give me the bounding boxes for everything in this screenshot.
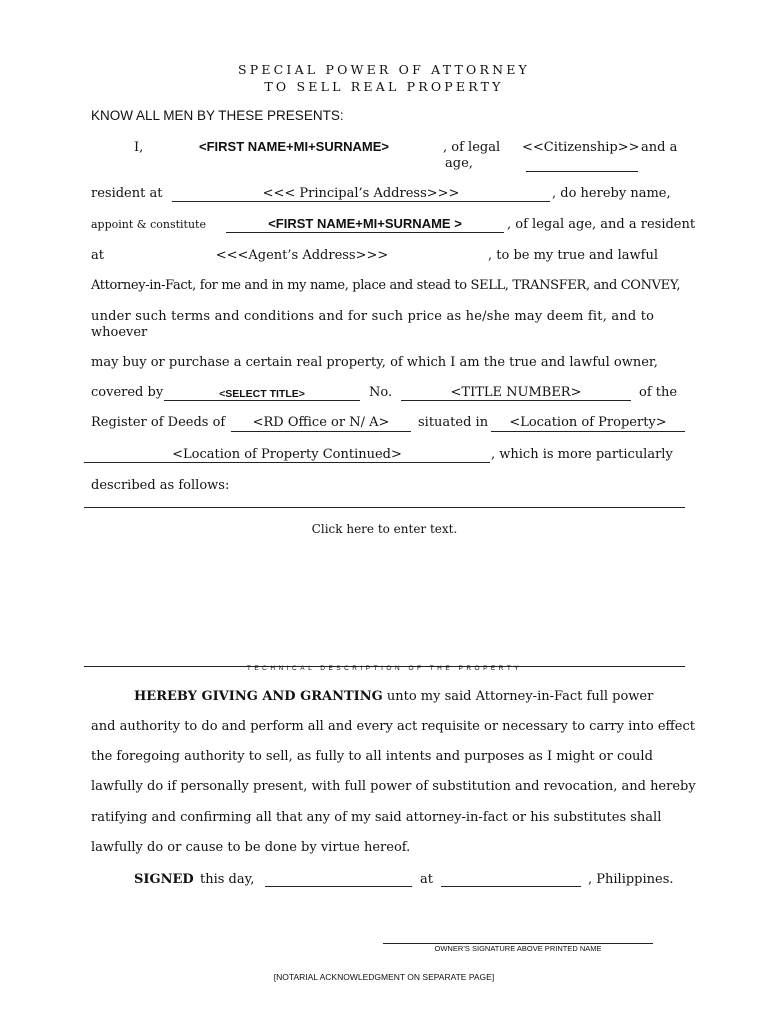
date-field[interactable] [265, 886, 412, 887]
philippines-text: , Philippines. [588, 872, 674, 887]
select-title-dropdown[interactable]: <SELECT TITLE> [219, 388, 305, 400]
this-day-text: this day, [200, 872, 255, 887]
granting-line-5: ratifying and confirming all that any of my said attorney-in-fact or his substitutes shall [91, 810, 662, 825]
age-text: age, [445, 156, 473, 171]
resident-at-label: resident at [91, 186, 163, 201]
pronoun-i: I, [134, 140, 144, 155]
granting-line-4: lawfully do if personally present, with full power of substitution and revocation, and hereby [91, 779, 696, 794]
signed-lead: SIGNED [134, 872, 194, 887]
owner-signature-label: OWNER’S SIGNATURE ABOVE PRINTED NAME [434, 944, 602, 953]
agent-address-field[interactable]: <<<Agent’s Address>>> [215, 248, 389, 263]
buy-purchase-text: may buy or purchase a certain real property, of which I am the true and lawful owner, [91, 355, 658, 370]
location-continued-field[interactable]: <Location of Property Continued> [172, 447, 402, 462]
signing-place-field[interactable] [441, 886, 581, 887]
document-subtitle: TO SELL REAL PROPERTY [264, 79, 504, 94]
principal-name-field[interactable]: <FIRST NAME+MI+SURNAME> [199, 139, 389, 154]
citizenship-field[interactable]: <<Citizenship>> [522, 140, 640, 155]
granting-line-3: the foregoing authority to sell, as fully to all intents and purposes as I might or could [91, 749, 653, 764]
location-field[interactable]: <Location of Property> [509, 415, 667, 430]
register-of-deeds-label: Register of Deeds of [91, 415, 226, 430]
location-continued-underline [84, 462, 490, 463]
rd-office-underline [231, 431, 411, 432]
granting-line-1 [134, 689, 653, 705]
and-a-text: and a [641, 140, 678, 155]
title-number-underline [401, 400, 631, 401]
granting-line-1-text: unto my said Attorney-in-Fact full power [386, 689, 654, 704]
salutation: KNOW ALL MEN BY THESE PRESENTS: [91, 108, 344, 123]
whoever-text: whoever [91, 325, 148, 340]
citizenship-underline [526, 171, 638, 172]
document-title: SPECIAL POWER OF ATTORNEY [237, 62, 531, 77]
no-label: No. [369, 385, 393, 400]
granting-lead: HEREBY GIVING AND GRANTING [134, 689, 383, 704]
rd-office-field[interactable]: <RD Office or N/ A> [252, 415, 390, 430]
granting-line-6: lawfully do or cause to be done by virtue hereof. [91, 840, 411, 855]
location-underline [491, 431, 685, 432]
notarial-note: [NOTARIAL ACKNOWLEDGMENT ON SEPARATE PAGE] [273, 972, 495, 982]
appoint-label: appoint & constitute [91, 218, 206, 231]
of-legal-text: , of legal [443, 140, 501, 155]
description-top-rule [84, 507, 685, 508]
granting-line-2: and authority to do and perform all and every act requisite or necessary to carry into effect [91, 719, 695, 734]
of-the-text: of the [639, 385, 678, 400]
principal-address-underline [172, 201, 550, 202]
attorney-in-fact-text: Attorney-in-Fact, for me and in my name, place and stead to SELL, TRANSFER, and CONVEY, [91, 278, 681, 293]
described-as-follows-text: described as follows: [91, 478, 230, 493]
agent-name-field[interactable]: <FIRST NAME+MI+SURNAME > [268, 216, 462, 231]
technical-description-label: TECHNICAL DESCRIPTION OF THE PROPERTY [246, 665, 523, 672]
at-label: at [91, 248, 104, 263]
situated-in-text: situated in [418, 415, 489, 430]
agent-name-underline [226, 232, 504, 233]
description-input[interactable]: Click here to enter text. [311, 522, 458, 536]
legal-age-resident-text: , of legal age, and a resident [507, 217, 696, 232]
terms-text: under such terms and conditions and for such price as he/she may deem fit, and to [91, 309, 655, 324]
do-hereby-name-text: , do hereby name, [552, 186, 671, 201]
title-number-field[interactable]: <TITLE NUMBER> [450, 385, 582, 400]
covered-by-label: covered by [91, 385, 164, 400]
at-signing-label: at [420, 872, 433, 887]
particularly-text: , which is more particularly [491, 447, 673, 462]
select-title-underline [164, 400, 360, 401]
principal-address-field[interactable]: <<< Principal’s Address>>> [262, 186, 460, 201]
true-and-lawful-text: , to be my true and lawful [488, 248, 658, 263]
